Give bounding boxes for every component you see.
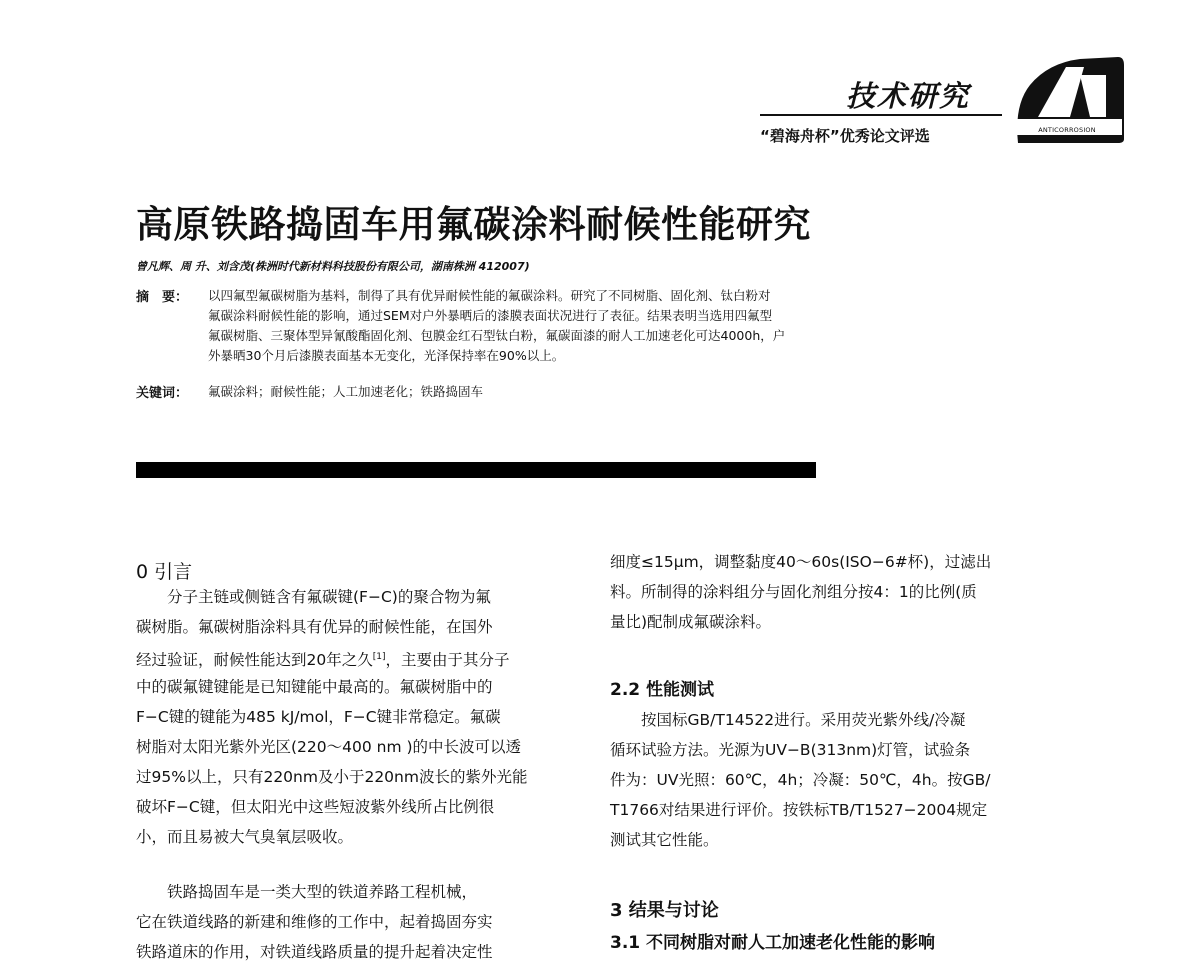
text-line (136, 642, 576, 672)
text-line: 树脂对太阳光紫外光区(220～400 nm )的中长波可以透 (136, 738, 522, 756)
keywords: 氟碳涂料；耐候性能；人工加速老化；铁路捣固车 (208, 384, 484, 399)
text-line: 分子主链或侧链含有氟碳键(F−C)的聚合物为氟 (136, 588, 491, 606)
logo-text: ANTICORROSION (1038, 126, 1096, 134)
text-line: F−C键的键能为485 kJ/mol，F−C键非常稳定。氟碳 (136, 708, 501, 726)
paragraph-continued (610, 547, 1050, 637)
abstract-line: 以四氟型氟碳树脂为基料，制得了具有优异耐候性能的氟碳涂料。研究了不同树脂、固化剂、钛白粉对 (208, 288, 771, 303)
keywords-label: 关键词： (136, 386, 189, 401)
text-line: 破坏F−C键，但太阳光中这些短波紫外线所占比例很 (136, 798, 495, 816)
heading-3-1: 3.1 不同树脂对耐人工加速老化性能的影响 (610, 933, 936, 953)
heading-3: 3 结果与讨论 (610, 900, 719, 921)
paragraph-intro-1 (136, 582, 576, 852)
text-line-part: ，主要由于其分子 (385, 651, 510, 670)
text-line: 量比)配制成氟碳涂料。 (610, 613, 772, 631)
text-line-part: 经过验证，耐候性能达到20年之久 (136, 651, 373, 670)
text-line: 按国标GB/T14522进行。采用荧光紫外线/冷凝 (610, 711, 966, 729)
text-line: 循环试验方法。光源为UV−B(313nm)灯管，试验条 (610, 741, 971, 759)
authors: 曾凡辉、周 升、刘含茂(株洲时代新材料科技股份有限公司，湖南株洲 412007) (136, 260, 530, 273)
abstract-text (208, 286, 943, 366)
text-line: 过95%以上，只有220nm及小于220nm波长的紫外光能 (136, 768, 528, 786)
text-line: 它在铁道线路的新建和维修的工作中，起着捣固夯实 (136, 913, 493, 931)
paragraph-performance-test (610, 705, 1050, 855)
text-line: 小，而且易被大气臭氧层吸收。 (136, 828, 354, 846)
abstract-label: 摘 要： (136, 290, 189, 305)
text-line: 中的碳氟键键能是已知键能中最高的。氟碳树脂中的 (136, 678, 493, 696)
article-title: 高原铁路捣固车用氟碳涂料耐候性能研究 (136, 203, 811, 246)
text-line: 铁路捣固车是一类大型的铁道养路工程机械， (136, 883, 478, 901)
section-subtitle: “碧海舟杯”优秀论文评选 (760, 127, 930, 145)
paragraph-intro-2 (136, 877, 576, 967)
text-line: 铁路道床的作用，对铁道线路质量的提升起着决定性 (136, 943, 493, 961)
reference-mark[interactable]: [1] (372, 652, 386, 662)
header-rule (760, 114, 1002, 116)
abstract-line: 氟碳树脂、三聚体型异氰酸酯固化剂、包膜金红石型钛白粉，氟碳面漆的耐人工加速老化可达4000h，户 (208, 328, 786, 343)
text-line: 细度≤15μm，调整黏度40～60s(ISO−6#杯)，过滤出 (610, 553, 992, 571)
divider-bar (136, 462, 816, 478)
abstract-line: 氟碳涂料耐候性能的影响，通过SEM对户外暴晒后的漆膜表面状况进行了表征。结果表明当选用四氟型 (208, 308, 773, 323)
heading-intro: 0 引言 (136, 561, 193, 583)
section-title: 技术研究 (846, 79, 971, 113)
text-line: 料。所制得的涂料组分与固化剂组分按4：1的比例(质 (610, 583, 977, 601)
text-line: 碳树脂。氟碳树脂涂料具有优异的耐候性能，在国外 (136, 618, 493, 636)
text-line: T1766对结果进行评价。按铁标TB/T1527−2004规定 (610, 801, 988, 819)
text-line: 件为：UV光照：60℃，4h；冷凝：50℃，4h。按GB/ (610, 771, 991, 789)
heading-2-2: 2.2 性能测试 (610, 680, 715, 700)
abstract-line: 外暴晒30个月后漆膜表面基本无变化，光泽保持率在90%以上。 (208, 348, 565, 363)
text-line: 测试其它性能。 (610, 831, 719, 849)
